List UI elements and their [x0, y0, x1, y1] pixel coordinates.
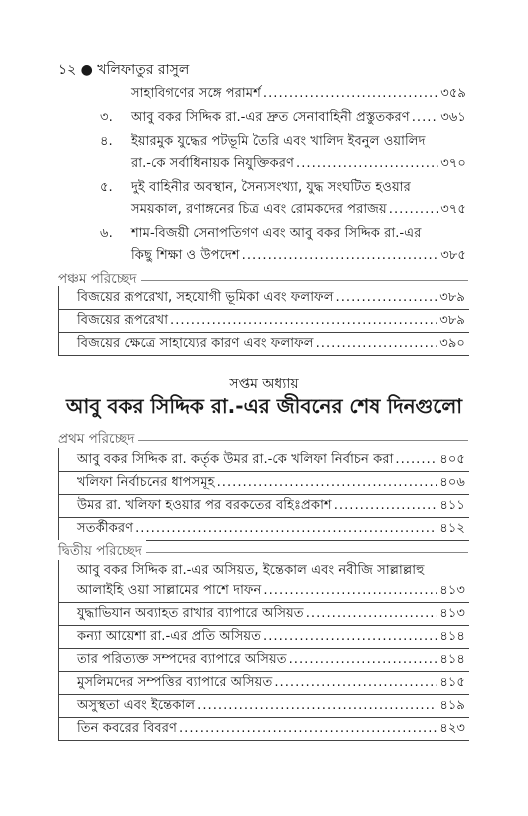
toc-entry[interactable] — [131, 200, 466, 219]
toc-entry[interactable] — [77, 311, 465, 330]
section-heading-5 — [58, 268, 468, 288]
toc-row — [58, 286, 469, 310]
toc-entry[interactable] — [77, 288, 465, 307]
chapter-title: আবু বকর সিদ্দিক রা.-এর জীবনের শেষ দিনগুলো — [65, 394, 463, 418]
toc-entry-number: ৫. — [100, 180, 113, 195]
leader-dots — [263, 581, 437, 600]
leader-dots — [242, 246, 439, 265]
toc-entry-page: ৩৬১ — [440, 110, 466, 125]
leader-dots — [395, 450, 437, 469]
toc-entry[interactable] — [131, 84, 466, 103]
section-heading-text: প্রথম পরিচ্ছেদ — [58, 428, 138, 451]
toc-entry-label: আবু বকর সিদ্দিক রা. কর্তৃক উমর রা.-কে খলিফা নির্বাচন করা — [77, 452, 394, 467]
toc-entry-label: বিজয়ের ক্ষেত্রে সাহায্যের কারণ এবং ফলাফল — [77, 336, 314, 351]
toc-entry-page: ৪১৩ — [439, 583, 465, 598]
toc-row — [58, 448, 469, 472]
leader-dots — [179, 719, 437, 738]
leader-dots — [389, 200, 439, 219]
toc-entry-page: ৩৫৯ — [440, 86, 466, 101]
toc-row — [58, 471, 469, 495]
leader-dots — [170, 311, 437, 330]
running-head: ১২ ● খলিফাতুর রাসুল — [58, 62, 190, 78]
toc-entry-label: খলিফা নির্বাচনের ধাপসমূহ — [77, 475, 215, 490]
toc-entry[interactable] — [77, 496, 465, 515]
leader-dots — [274, 673, 437, 692]
toc-entry-page: ৪১৯ — [439, 698, 465, 713]
section-heading-text: পঞ্চম পরিচ্ছেদ — [58, 268, 141, 291]
toc-entry[interactable] — [131, 246, 466, 265]
toc-entry[interactable] — [77, 604, 465, 623]
section-heading-text: দ্বিতীয় পরিচ্ছেদ — [58, 540, 146, 563]
toc-row — [58, 671, 469, 695]
toc-entry-page: ৪১৩ — [439, 606, 465, 621]
toc-entry-page: ৪০৫ — [439, 452, 465, 467]
toc-entry[interactable] — [77, 719, 465, 738]
leader-dots — [334, 496, 438, 515]
toc-entry[interactable] — [100, 108, 466, 127]
section-heading-2 — [58, 540, 468, 560]
toc-entry[interactable] — [77, 650, 465, 669]
toc-entry-page: ৩৮৯ — [439, 313, 465, 328]
toc-entry-page: ৪১৫ — [439, 675, 465, 690]
leader-dots — [263, 84, 438, 103]
toc-entry[interactable] — [77, 673, 465, 692]
toc-entry-label-cont: সময়কাল, রণাঙ্গনের চিত্র এবং রোমকদের পরাজয় — [131, 202, 387, 217]
toc-entry-label[interactable]: আবু বকর সিদ্দিক রা.-এর অসিয়ত, ইন্তেকাল এবং নবীজি সাল্লাল্লাহু — [77, 563, 425, 578]
toc-entry-page: ৪১৪ — [439, 629, 465, 644]
leader-dots — [263, 627, 437, 646]
toc-entry-page: ৩৭০ — [440, 156, 466, 171]
toc-entry-page: ৪১১ — [439, 498, 465, 513]
leader-dots — [412, 108, 439, 127]
toc-entry-label[interactable]: ইয়ারমুক যুদ্ধের পটভূমি তৈরি এবং খালিদ ইবনুল ওয়ালিদ — [131, 134, 426, 149]
toc-entry-page: ৩৮৫ — [440, 248, 466, 263]
toc-row — [58, 602, 469, 626]
toc-entry-label: বিজয়ের রূপরেখা — [77, 313, 169, 328]
leader-dots — [217, 473, 438, 492]
toc-row — [58, 332, 469, 356]
toc-entry[interactable] — [131, 154, 466, 173]
toc-entry-label: সাহাবিগণের সঙ্গে পরামর্শ — [131, 86, 261, 101]
toc-entry[interactable] — [77, 581, 465, 600]
toc-entry-number: ৪. — [100, 134, 113, 149]
toc-entry[interactable] — [77, 450, 465, 469]
toc-entry-label: বিজয়ের রূপরেখা, সহযোগী ভূমিকা এবং ফলাফল — [77, 290, 334, 305]
toc-entry-number: ৩. — [100, 110, 113, 125]
toc-entry-label-cont: কিছু শিক্ষা ও উপদেশ — [131, 248, 240, 263]
toc-entry-page: ৩৯০ — [439, 336, 465, 351]
toc-entry-label[interactable]: শাম-বিজয়ী সেনাপতিগণ এবং আবু বকর সিদ্দিক রা.-এর — [131, 226, 422, 241]
toc-entry-label: অসুস্থতা এবং ইন্তেকাল — [77, 698, 196, 713]
toc-entry-label: যুদ্ধাভিযান অব্যাহত রাখার ব্যাপারে অসিয়ত — [77, 606, 304, 621]
toc-entry-label: কন্যা আয়েশা রা.-এর প্রতি অসিয়ত — [77, 629, 261, 644]
toc-entry-label-cont: আলাইহি ওয়া সাল্লামের পাশে দাফন — [77, 583, 262, 598]
toc-entry-number: ৬. — [100, 226, 113, 241]
toc-entry[interactable] — [77, 473, 465, 492]
toc-entry-label: মুসলিমদের সম্পত্তির ব্যাপারে অসিয়ত — [77, 675, 273, 690]
toc-entry-label: আবু বকর সিদ্দিক রা.-এর দ্রুত সেনাবাহিনী প্রস্তুতকরণ — [131, 110, 410, 125]
toc-entry[interactable] — [77, 627, 465, 646]
toc-entry-label-cont: রা.-কে সর্বাধিনায়ক নিযুক্তিকরণ — [131, 156, 294, 171]
toc-entry[interactable] — [77, 334, 465, 353]
toc-entry[interactable] — [77, 696, 465, 715]
toc-entry-page: ৪২৩ — [439, 721, 465, 736]
leader-dots — [289, 650, 438, 669]
leader-dots — [316, 334, 438, 353]
toc-entry-page: ৪০৬ — [439, 475, 465, 490]
leader-dots — [336, 288, 438, 307]
leader-dots — [306, 604, 438, 623]
toc-entry-label[interactable]: দুই বাহিনীর অবস্থান, সৈন্যসংখ্যা, যুদ্ধ সংঘটিত হওয়ার — [131, 180, 411, 195]
toc-entry-page: ৪১২ — [439, 521, 465, 536]
toc-entry-page: ৩৭৫ — [440, 202, 466, 217]
toc-row — [58, 625, 469, 649]
leader-dots — [135, 519, 437, 538]
toc-row — [58, 648, 469, 672]
section-heading-1 — [58, 428, 468, 448]
toc-row — [58, 494, 469, 518]
toc-entry-label: তিন কবরের বিবরণ — [77, 721, 177, 736]
toc-row — [58, 517, 469, 541]
toc-entry-label: তার পরিত্যক্ত সম্পদের ব্যাপারে অসিয়ত — [77, 652, 287, 667]
leader-dots — [296, 154, 438, 173]
toc-row — [58, 560, 469, 603]
toc-entry-page: ৪১৪ — [439, 652, 465, 667]
toc-entry-label: সতর্কীকরণ — [77, 521, 134, 536]
toc-entry[interactable] — [77, 519, 465, 538]
toc-row — [58, 309, 469, 333]
toc-entry-page: ৩৮৯ — [439, 290, 465, 305]
leader-dots — [197, 696, 437, 715]
toc-row — [58, 694, 469, 718]
chapter-label: সপ্তম অধ্যায় — [229, 376, 299, 392]
toc-entry-label: উমর রা. খলিফা হওয়ার পর বরকতের বহিঃপ্রকাশ — [77, 498, 332, 513]
toc-row — [58, 717, 469, 741]
